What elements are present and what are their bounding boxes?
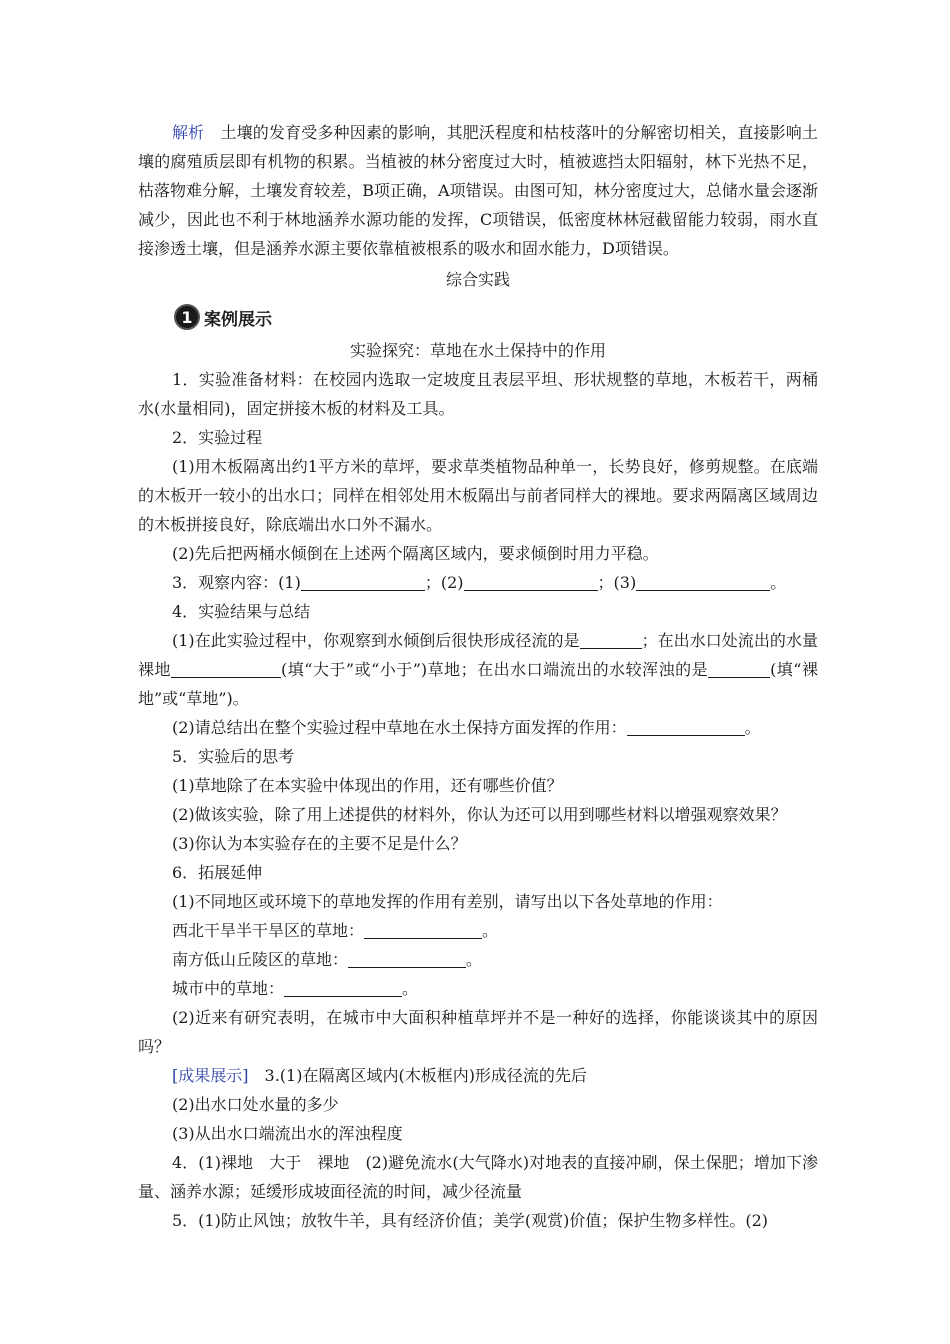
number-badge-icon: 1 [174, 304, 200, 330]
answer-5: 5．(1)防止风蚀；放牧牛羊，具有经济价值；美学(观赏)价值；保护生物多样性。(2) [172, 1211, 768, 1230]
item-1: 1．实验准备材料：在校园内选取一定坡度且表层平坦、形状规整的草地，木板若干，两桶水(水量相同)，固定拼接木板的材料及工具。 [138, 370, 818, 418]
period: 。 [482, 921, 499, 940]
item-4-1-text: (填“大于”或“小于”)草地；在出水口端流出的水较浑浊的是 [281, 660, 709, 679]
period: 。 [402, 979, 419, 998]
item-6-1-a [138, 916, 818, 945]
section-title: 综合实践 [445, 270, 510, 289]
item-4-1-text: (填“裸地”或“草地”)。 [138, 660, 818, 708]
answer-3-1 [138, 1061, 818, 1090]
item-2-2: (2)先后把两桶水倾倒在上述两个隔离区域内，要求倾倒时用力平稳。 [172, 544, 659, 563]
results-label: [成果展示] [172, 1066, 249, 1085]
item-3-text: ；(2) [424, 573, 464, 592]
period: 。 [466, 950, 483, 969]
item-4: 4．实验结果与总结 [172, 602, 311, 621]
item-4-1 [138, 626, 818, 713]
item-3-text: 。 [770, 573, 787, 592]
item-2-1: (1)用木板隔离出约1平方米的草坪，要求草类植物品种单一，长势良好，修剪规整。在底端的木板开一较小的出水口；同样在相邻处用木板隔出与前者同样大的裸地。要求两隔离区域周边的木板拼接良好，除底端出水口外不漏水。 [138, 457, 818, 534]
answer-blank[interactable] [580, 630, 642, 649]
analysis-paragraph [138, 118, 818, 263]
answer-blank[interactable] [464, 572, 598, 591]
answer-blank[interactable] [364, 920, 482, 939]
item-6-1-b [138, 945, 818, 974]
item-4-2 [138, 713, 818, 742]
answer-3-3: (3)从出水口端流出水的浑浊程度 [172, 1124, 403, 1143]
item-5-3: (3)你认为本实验存在的主要不足是什么？ [172, 834, 467, 853]
item-3-text: 3．观察内容：(1) [172, 573, 301, 592]
case-title: 案例展示 [204, 309, 272, 330]
document-page [138, 118, 818, 1235]
item-6-2: (2)近来有研究表明，在城市中大面积种植草坪并不是一种好的选择，你能谈谈其中的原因吗？ [138, 1008, 818, 1056]
item-6-1-c [138, 974, 818, 1003]
item-4-1-text: (1)在此实验过程中，你观察到水倾倒后很快形成径流的是 [172, 631, 580, 650]
item-6: 6．拓展延伸 [172, 863, 263, 882]
item-5-2: (2)做该实验，除了用上述提供的材料外，你认为还可以用到哪些材料以增强观察效果？ [172, 805, 787, 824]
answer-blank[interactable] [627, 717, 745, 736]
item-5-1: (1)草地除了在本实验中体现出的作用，还有哪些价值？ [172, 776, 563, 795]
item-6-1: (1)不同地区或环境下的草地发挥的作用有差别，请写出以下各处草地的作用： [172, 892, 723, 911]
item-2: 2．实验过程 [172, 428, 263, 447]
item-6-1-b-text: 南方低山丘陵区的草地： [172, 950, 349, 969]
item-4-2-text: 。 [744, 718, 761, 737]
experiment-title: 实验探究：草地在水土保持中的作用 [349, 341, 606, 360]
item-4-2-text: (2)请总结出在整个实验过程中草地在水土保持方面发挥的作用： [172, 718, 627, 737]
answer-3-2: (2)出水口处水量的多少 [172, 1095, 339, 1114]
answer-blank[interactable] [301, 572, 425, 591]
item-3 [138, 568, 818, 597]
answer-4: 4．(1)裸地 大于 裸地 (2)避免流水(大气降水)对地表的直接冲刷，保土保肥；增加下渗量、涵养水源；延缓形成坡面径流的时间，减少径流量 [138, 1153, 818, 1201]
answer-blank[interactable] [636, 572, 770, 591]
item-6-1-a-text: 西北干旱半干旱区的草地： [172, 921, 365, 940]
case-heading [174, 300, 818, 334]
item-4-1-text: ；在出水口处流出的水量裸地 [138, 631, 818, 679]
analysis-label: 解析 [172, 123, 205, 142]
answer-blank[interactable] [348, 949, 466, 968]
answer-blank[interactable] [708, 659, 770, 678]
item-6-1-c-text: 城市中的草地： [172, 979, 285, 998]
answer-text: 3.(1)在隔离区域内(木板框内)形成径流的先后 [264, 1066, 587, 1085]
answer-blank[interactable] [171, 659, 281, 678]
analysis-text: 土壤的发育受多种因素的影响，其肥沃程度和枯枝落叶的分解密切相关，直接影响土壤的腐殖质层即有机物的积累。当植被的林分密度过大时，植被遮挡太阳辐射，林下光热不足，枯落物难分解，土壤发育较差，B项正确，A项错误。由图可知，林分密度过大，总储水量会逐渐减少，因此也不利于林地涵养水源功能的发挥，C项错误，低密度林林冠截留能力较弱，雨水直接渗透土壤，但是涵养水源主要依靠植被根系的吸水和固水能力，D项错误。 [138, 123, 818, 258]
item-3-text: ；(3) [597, 573, 637, 592]
answer-blank[interactable] [284, 978, 402, 997]
item-5: 5．实验后的思考 [172, 747, 295, 766]
